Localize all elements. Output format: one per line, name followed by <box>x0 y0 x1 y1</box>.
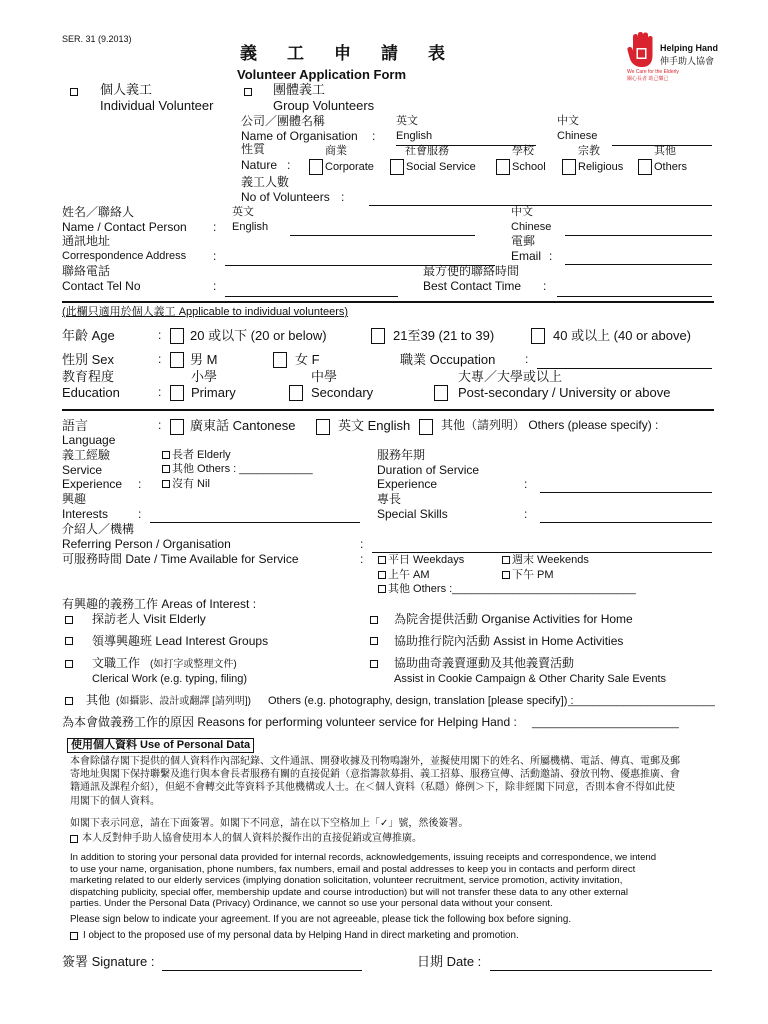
individual-volunteer-label-en: Individual Volunteer <box>100 98 214 113</box>
contact-english-name-input[interactable] <box>290 235 475 236</box>
other-time-checkbox[interactable] <box>378 585 386 593</box>
form-title-english: Volunteer Application Form <box>237 67 407 82</box>
age-20-below-label: 20 或以下 (20 or below) <box>190 328 327 343</box>
age-colon: : <box>158 328 162 342</box>
experience-label-cn: 義工經驗 <box>62 448 111 462</box>
duration-label-en2: Experience <box>377 477 438 491</box>
experience-others-label: 其他 Others : ____________ <box>172 463 313 475</box>
age-40-above-checkbox[interactable] <box>531 328 545 344</box>
skills-label-en: Special Skills <box>377 507 448 521</box>
other-areas-label-cn: 其他 <box>86 693 111 707</box>
privacy-en-line: dispatching publicity, special offer, membership update and course introduction) but will not transfer these data to any other external <box>70 886 629 898</box>
section-divider <box>62 409 714 411</box>
interests-input[interactable] <box>150 522 360 523</box>
weekends-label: 週末 Weekends <box>512 554 589 566</box>
contact-chinese-name-input[interactable] <box>565 235 712 236</box>
sex-colon: : <box>158 352 162 366</box>
nature-colon: : <box>287 158 291 172</box>
nature-school-checkbox[interactable] <box>496 159 510 175</box>
lead-interest-groups-checkbox[interactable] <box>65 637 73 645</box>
skills-colon: : <box>524 507 528 521</box>
experience-others-checkbox[interactable] <box>162 465 170 473</box>
other-time-label: 其他 Others :______________________________ <box>388 583 636 595</box>
language-english-checkbox[interactable] <box>316 419 330 435</box>
tel-input[interactable] <box>225 296 398 297</box>
reason-label: 為本會做義務工作的原因 Reasons for performing volunteer service for Helping Hand : <box>62 715 517 729</box>
privacy-cn-line: 寄地址與閣下保持聯繫及進行與本會長者服務有關的直接促銷（意指籌款募捐、義工招募、服務宣傳、活動邀請、發放刊物、優惠推廣、會 <box>70 769 680 781</box>
occupation-colon: : <box>525 352 529 366</box>
privacy-cn-object-checkbox[interactable] <box>70 835 78 843</box>
org-english-label-cn: 英文 <box>396 115 418 127</box>
logo-tagline-chinese: 關心長者 助己樂己 <box>627 76 669 82</box>
privacy-cn-instruction: 如閣下表示同意，請在下面簽署。如閣下不同意，請在以下空格加上「✓」號，然後簽署。 <box>70 818 469 829</box>
privacy-heading: 使用個人資料 Use of Personal Data <box>67 738 254 753</box>
cookie-campaign-checkbox[interactable] <box>370 660 378 668</box>
volunteers-count-colon: : <box>341 190 345 204</box>
individual-volunteer-label-cn: 個人義工 <box>100 82 153 97</box>
contact-name-colon: : <box>213 220 217 234</box>
age-label: 年齡 Age <box>62 328 115 343</box>
interests-label-cn: 興趣 <box>62 492 87 506</box>
experience-elderly-checkbox[interactable] <box>162 451 170 459</box>
privacy-cn-line: 用閣下的個人資料。 <box>70 795 160 807</box>
age-40-above-label: 40 或以上 (40 or above) <box>553 328 692 343</box>
nature-social-service-label-cn: 社會服務 <box>405 145 449 157</box>
skills-input[interactable] <box>540 522 712 523</box>
nature-religious-label-en: Religious <box>578 161 624 173</box>
pm-checkbox[interactable] <box>502 571 510 579</box>
org-english-label-en: English <box>396 130 433 142</box>
org-chinese-label-en: Chinese <box>557 130 598 142</box>
sex-male-checkbox[interactable] <box>170 352 184 368</box>
education-secondary-label-cn: 中學 <box>311 369 338 384</box>
experience-label-en2: Experience <box>62 477 123 491</box>
experience-label-en1: Service <box>62 463 103 477</box>
org-name-colon: : <box>372 129 376 143</box>
reason-input[interactable]: ________________________ <box>532 717 679 729</box>
email-label-en: Email <box>511 249 542 263</box>
logo-name-english: Helping Hand <box>660 43 718 53</box>
duration-input[interactable] <box>540 492 712 493</box>
privacy-en-object-checkbox[interactable] <box>70 932 78 940</box>
education-university-checkbox[interactable] <box>434 385 448 401</box>
language-english-label: 英文 English <box>338 418 411 433</box>
date-input[interactable] <box>490 970 712 971</box>
language-others-checkbox[interactable] <box>419 419 433 435</box>
best-time-label-en: Best Contact Time <box>423 279 522 293</box>
form-code: SER. 31 (9.2013) <box>62 34 132 44</box>
assist-home-activities-label: 協助推行院內活動 Assist in Home Activities <box>394 634 624 648</box>
logo-tagline-english: We Care for the Elderly <box>627 69 679 75</box>
occupation-input[interactable] <box>537 368 712 369</box>
age-21-39-checkbox[interactable] <box>371 328 385 344</box>
tel-label-cn: 聯絡電話 <box>62 264 111 278</box>
areas-of-interest-title: 有興趣的義務工作 Areas of Interest : <box>62 597 257 611</box>
clerical-work-checkbox[interactable] <box>65 660 73 668</box>
clerical-work-note: (如打字或整理文件) <box>150 659 237 670</box>
tel-colon: : <box>213 279 217 293</box>
clerical-work-label-cn: 文職工作 <box>92 656 141 670</box>
nature-corporate-checkbox[interactable] <box>309 159 323 175</box>
education-label-en: Education <box>62 385 120 400</box>
address-colon: : <box>213 249 217 263</box>
privacy-cn-line: 籍通訊及課程介紹），但絕不會轉交此等資料予其他機構或人士。在＜個人資料（私隱）條例＞下，除非經閣下同意，否則本會不得如此使 <box>70 782 675 794</box>
org-chinese-label-cn: 中文 <box>557 115 579 127</box>
nature-social-service-checkbox[interactable] <box>390 159 404 175</box>
am-label: 上午 AM <box>388 569 430 581</box>
date-label: 日期 Date : <box>417 954 482 969</box>
education-university-label-en: Post-secondary / University or above <box>458 385 671 400</box>
contact-name-label-cn: 姓名／聯絡人 <box>62 205 135 219</box>
referring-label-cn: 介紹人／機構 <box>62 522 135 536</box>
privacy-en-line: marketing related to our elderly services (implying donation solicitation, volunteer recruitment, service promotion, activity invitation, <box>70 875 623 886</box>
language-cantonese-checkbox[interactable] <box>170 419 184 435</box>
best-time-label-cn: 最方便的聯絡時間 <box>423 264 520 278</box>
assist-home-activities-checkbox[interactable] <box>370 637 378 645</box>
sex-female-checkbox[interactable] <box>273 352 287 368</box>
duration-label-cn: 服務年期 <box>377 448 426 462</box>
contact-english-label-cn: 英文 <box>232 206 254 218</box>
other-areas-checkbox[interactable] <box>65 697 73 705</box>
language-colon: : <box>158 418 162 432</box>
lead-interest-groups-label: 領導興趣班 Lead Interest Groups <box>92 634 269 648</box>
duration-colon: : <box>524 477 528 491</box>
privacy-chinese-paragraph <box>70 755 680 808</box>
signature-label: 簽署 Signature : <box>62 954 155 969</box>
address-label-cn: 通訊地址 <box>62 234 111 248</box>
privacy-en-line: to use your name, organisation, phone numbers, fax numbers, email and postal addresses to keep you in contacts and perform direct <box>70 863 636 875</box>
cookie-campaign-label-cn: 協助曲奇義賣運動及其他義賣活動 <box>394 656 575 670</box>
available-time-colon: : <box>360 552 364 566</box>
interests-label-en: Interests <box>62 507 109 521</box>
education-label-cn: 教育程度 <box>62 369 115 384</box>
privacy-en-instruction: Please sign below to indicate your agreement. If you are not agreeable, please tick the following box before signing. <box>70 914 572 925</box>
language-label-cn: 語言 <box>62 418 89 433</box>
individual-section-note: (此欄只適用於個人義工 Applicable to individual volunteers) <box>62 306 349 318</box>
education-secondary-checkbox[interactable] <box>289 385 303 401</box>
nature-religious-checkbox[interactable] <box>562 159 576 175</box>
contact-chinese-label-cn: 中文 <box>511 206 533 218</box>
group-volunteers-label-en: Group Volunteers <box>273 98 375 113</box>
weekends-checkbox[interactable] <box>502 556 510 564</box>
privacy-english-paragraph <box>70 852 656 910</box>
nature-school-label-en: School <box>512 161 546 173</box>
best-time-input[interactable] <box>557 296 712 297</box>
nature-corporate-label-en: Corporate <box>325 161 374 173</box>
referring-colon: : <box>360 537 364 551</box>
logo-name-chinese: 伸手助人協會 <box>660 56 715 66</box>
experience-nil-label: 沒有 Nil <box>172 478 210 490</box>
education-primary-label-en: Primary <box>191 385 236 400</box>
age-21-39-label: 21至39 (21 to 39) <box>393 328 495 343</box>
education-secondary-label-en: Secondary <box>311 385 374 400</box>
form-title-chinese: 義工申請表 <box>240 44 475 63</box>
other-areas-input[interactable]: ________________________ <box>568 695 715 707</box>
education-colon: : <box>158 385 162 399</box>
group-volunteers-label-cn: 團體義工 <box>273 82 326 97</box>
language-others-label: 其他（請列明） Others (please specify) : <box>441 418 659 432</box>
visit-elderly-checkbox[interactable] <box>65 616 73 624</box>
privacy-en-line: In addition to storing your personal data provided for internal records, acknowledgements, issuing receipts and correspondence, we intend <box>70 852 657 863</box>
referring-label-en: Referring Person / Organisation <box>62 537 231 551</box>
helping-hand-logo-icon <box>627 31 657 69</box>
nature-school-label-cn: 學校 <box>512 145 534 157</box>
email-colon: : <box>549 249 553 263</box>
cookie-campaign-label-en: Assist in Cookie Campaign & Other Charity Sale Events <box>394 673 667 685</box>
contact-english-label-en: English <box>232 221 269 233</box>
education-primary-checkbox[interactable] <box>170 385 184 401</box>
nature-others-label-cn: 其他 <box>654 145 676 157</box>
other-areas-label-en: Others (e.g. photography, design, translation [please specify]) : <box>268 695 574 707</box>
clerical-work-label-en: Clerical Work (e.g. typing, filing) <box>92 673 248 685</box>
contact-chinese-label-en: Chinese <box>511 221 552 233</box>
nature-others-checkbox[interactable] <box>638 159 652 175</box>
age-20-below-checkbox[interactable] <box>170 328 184 344</box>
experience-elderly-label: 長者 Elderly <box>172 449 231 461</box>
org-name-label-en: Name of Organisation <box>241 129 358 143</box>
pm-label: 下午 PM <box>512 569 554 581</box>
education-university-label-cn: 大專／大學或以上 <box>458 369 563 384</box>
education-primary-label-cn: 小學 <box>191 369 218 384</box>
contact-name-label-en: Name / Contact Person <box>62 220 187 234</box>
skills-label-cn: 專長 <box>377 492 402 506</box>
experience-colon: : <box>138 477 142 491</box>
nature-religious-label-cn: 宗教 <box>578 145 600 157</box>
other-areas-note: (如攝影、設計或翻譯 [請列明]) <box>116 696 251 707</box>
email-input[interactable] <box>565 264 712 265</box>
nature-corporate-label-cn: 商業 <box>325 145 347 157</box>
individual-volunteer-checkbox[interactable] <box>70 88 78 96</box>
org-name-label-cn: 公司／團體名稱 <box>241 114 326 128</box>
nature-label-cn: 性質 <box>241 142 266 156</box>
privacy-en-object-label: I object to the proposed use of my personal data by Helping Hand in direct marketing and promotion. <box>83 930 519 941</box>
interests-colon: : <box>138 507 142 521</box>
signature-input[interactable] <box>162 970 362 971</box>
occupation-label: 職業 Occupation <box>400 352 496 367</box>
tel-label-en: Contact Tel No <box>62 279 141 293</box>
email-label-cn: 電郵 <box>511 234 536 248</box>
available-time-label: 可服務時間 Date / Time Available for Service <box>62 552 299 566</box>
group-volunteers-checkbox[interactable] <box>244 88 252 96</box>
volunteers-count-label-cn: 義工人數 <box>241 175 290 189</box>
language-cantonese-label: 廣東話 Cantonese <box>190 418 296 433</box>
address-label-en: Correspondence Address <box>62 250 187 262</box>
volunteers-count-label-en: No of Volunteers <box>241 190 330 204</box>
visit-elderly-label: 探訪老人 Visit Elderly <box>92 612 206 626</box>
volunteers-count-input[interactable] <box>369 205 712 206</box>
section-divider <box>62 301 714 303</box>
organise-activities-checkbox[interactable] <box>370 616 378 624</box>
sex-label: 性別 Sex <box>62 352 115 367</box>
nature-others-label-en: Others <box>654 161 688 173</box>
privacy-cn-line: 本會除儲存閣下提供的個人資料作內部紀錄、文件通訊、開發收據及刊物鳴謝外，並擬使用閣下的姓名、所屬機構、電話、傳真、電郵及郵 <box>70 756 680 767</box>
organise-activities-label: 為院舍提供活動 Organise Activities for Home <box>394 612 633 626</box>
sex-female-label: 女 F <box>295 352 320 367</box>
experience-nil-checkbox[interactable] <box>162 480 170 488</box>
privacy-en-line: parties. Under the Personal Data (Privacy) Ordinance, we cannot so use your personal data without your consent. <box>70 898 553 909</box>
best-time-colon: : <box>543 279 547 293</box>
duration-label-en1: Duration of Service <box>377 463 480 477</box>
privacy-cn-object-label: 本人反對伸手助人協會使用本人的個人資料於擬作出的直接促銷或宣傳推廣。 <box>82 833 422 844</box>
referring-input[interactable] <box>372 552 712 553</box>
nature-label-en: Nature <box>241 158 278 172</box>
weekdays-checkbox[interactable] <box>378 556 386 564</box>
sex-male-label: 男 M <box>190 352 218 367</box>
nature-social-service-label-en: Social Service <box>406 161 476 173</box>
am-checkbox[interactable] <box>378 571 386 579</box>
weekdays-label: 平日 Weekdays <box>388 554 465 566</box>
language-label-en: Language <box>62 433 116 447</box>
